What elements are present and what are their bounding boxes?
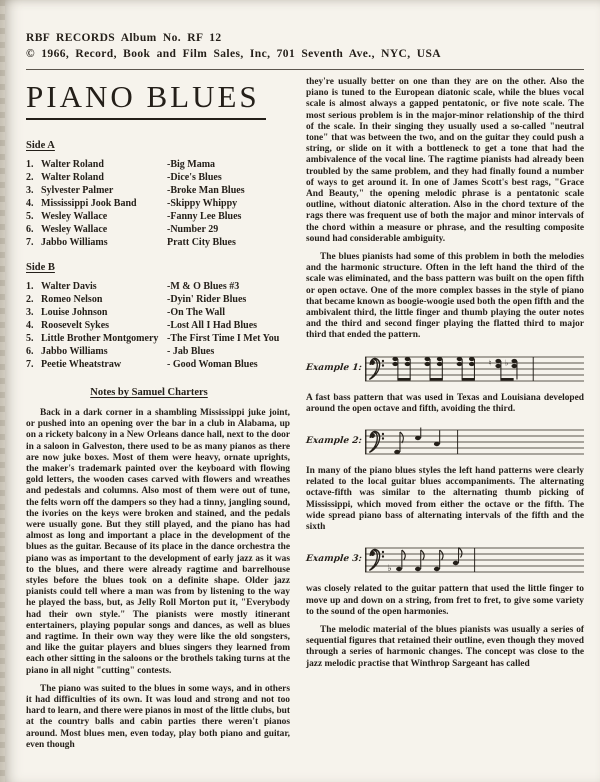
track-title: - Good Woman Blues xyxy=(167,359,258,370)
track-artist: Sylvester Palmer xyxy=(41,185,114,196)
track-title: -Lost All I Had Blues xyxy=(167,320,258,331)
track-row xyxy=(26,197,290,210)
copyright-line: © 1966, Record, Book and Film Sales, Inc, 701 Seventh Ave., NYC, USA xyxy=(26,48,441,60)
svg-text:♮: ♮ xyxy=(488,357,492,368)
liner-notes-paragraph: was closely related to the guitar pattern that used the little finger to move up and down on a string, from fret to fret, to give some variety to the sound of the open harmonies. xyxy=(306,584,584,617)
album-header xyxy=(26,30,584,62)
track-artist: Mississippi Jook Band xyxy=(41,198,137,209)
track-number: 6. xyxy=(26,224,34,235)
track-title: -M & O Blues #3 xyxy=(167,281,240,292)
left-column xyxy=(26,75,290,751)
content-columns xyxy=(26,75,584,751)
track-number: 2. xyxy=(26,172,34,183)
track-row xyxy=(26,171,290,184)
track-artist: Jabbo Williams xyxy=(41,237,108,248)
example-label: Example 1: xyxy=(305,362,363,373)
track-row xyxy=(26,358,290,371)
track-number: 7. xyxy=(26,359,34,370)
music-example-1 xyxy=(306,350,584,386)
track-row xyxy=(26,210,290,223)
track-row xyxy=(26,223,290,236)
track-artist: Walter Roland xyxy=(41,172,104,183)
track-artist: Wesley Wallace xyxy=(41,224,108,235)
note-group xyxy=(489,358,517,380)
liner-notes-paragraph: The melodic material of the blues pianists was usually a series of sequential figures that retained their outline, even though they moved through a series of harmonic changes. The concept was close to the jazz melodic practise that Winthrop Sargeant has called xyxy=(306,624,584,669)
liner-notes-paragraph: they're usually better on one than they are on the other. Also the piano is tuned to the European diatonic scale, while the blues vocal scale is almost always a gapped pentatonic, or five note scale. The most serious problem is in the major-minor relationship of the third of the scale. In their singing they usually used a so-called "neutral tone" that was between the two, and on the guitar they could push a string, or slide on it with a bottleneck to get a tone that had the ambivalence of the vocal line. The ragtime pianists had already been troubled by the same problem, and they had finally found a number of ways to get around it. In one of James Scott's best rags, "Grace And Beauty," the opening melodic phrase is a pentatonic scale outline, without diatonic alteration. Also in the chord texture of the rags there was frequent use of both the major and minor intervals of the chord within a measure or phrase, and the resulting composite sound had considerable ambiguity. xyxy=(306,77,584,244)
track-number: 1. xyxy=(26,281,34,292)
liner-notes-paragraph: A fast bass pattern that was used in Texas and Louisiana developed around the open octave and fifth, avoiding the third. xyxy=(306,392,584,414)
track-artist: Walter Roland xyxy=(41,159,104,170)
track-artist: Wesley Wallace xyxy=(41,211,108,222)
track-title: -The First Time I Met You xyxy=(167,333,280,344)
track-row xyxy=(26,345,290,358)
track-number: 5. xyxy=(26,211,34,222)
note-group xyxy=(394,428,440,455)
track-row xyxy=(26,184,290,197)
liner-notes-paragraph: Back in a dark corner in a shambling Mississippi juke joint, or pushed into an opening over the bar in a club in Alabama, up on a rickety balcony in a New Orleans dance hall, next to the door in a saloon in Galveston, there used to be as many pianos as there are now juke boxes. Most of them were heavy, ornate uprights, the maker's trademark painted over the keyboard with flowing gold letters, the wooden cases carved with flowers and wreathes and pedestals and columns. Also most of them were out of tune, the felts worn off the dampers so they had a tinny, jangling sound, the ivories on the keys were broken and stained, and the pedals were usually gone. But they still played, and the piano has had almost as long and important a place in the development of the blues as the guitar. Because of its place in the dance orchestra the piano was as important to the development of early jazz as it was to the blues, and there were already ragtime and barrelhouse styles before the blues took on a definite shape. Older jazz pianists could tell where a man was from by listening to the way he played the bass, but, as Jelly Roll Morton put it, "Everybody had their own style." The pianists were mostly itinerant entertainers, playing popular songs and dances, as well as blues and ragtime. In their own way they were like the old songsters, and like the guitar players and blues singers they learned from each other sitting in the saloons or the brothels taking turns at the piano in all night "cutting" contests. xyxy=(26,408,290,676)
track-title: Pratt City Blues xyxy=(167,237,236,248)
track-number: 4. xyxy=(26,320,34,331)
track-title: -Dice's Blues xyxy=(167,172,222,183)
track-number: 3. xyxy=(26,185,34,196)
side-b-track-list xyxy=(26,280,290,371)
album-number-line: RBF RECORDS Album No. RF 12 xyxy=(26,32,222,44)
track-artist: Peetie Wheatstraw xyxy=(41,359,122,370)
track-number: 4. xyxy=(26,198,34,209)
music-example-3 xyxy=(306,541,584,577)
track-number: 2. xyxy=(26,294,34,305)
header-divider xyxy=(26,69,584,70)
right-column xyxy=(306,75,584,670)
track-row xyxy=(26,236,290,249)
example-label: Example 2: xyxy=(305,436,363,447)
liner-notes-paragraph: The blues pianists had some of this problem in both the melodies and the harmonic structure. Often in the left hand the third of the scale was eliminated, and the bass pattern was built on the open fifth or open octave. One of the more complex basses in the style of piano that became known as boogie-woogie used both the open fifth and the ambivalent third, the little finger and thumb playing the outer notes and the third and second finger playing the flatted third to major third that ended the pattern. xyxy=(306,252,584,341)
track-title: -Fanny Lee Blues xyxy=(167,211,242,222)
track-number: 7. xyxy=(26,237,34,248)
track-title: -On The Wall xyxy=(167,307,225,318)
music-staff xyxy=(365,423,584,459)
track-title: -Dyin' Rider Blues xyxy=(167,294,247,305)
svg-text:♭: ♭ xyxy=(504,357,509,368)
track-row xyxy=(26,332,290,345)
example-label: Example 3: xyxy=(305,554,363,565)
note-group xyxy=(387,548,461,575)
track-title: -Big Mama xyxy=(167,159,216,170)
track-artist: Jabbo Williams xyxy=(41,346,108,357)
track-title: -Skippy Whippy xyxy=(167,198,238,209)
track-artist: Roosevelt Sykes xyxy=(41,320,110,331)
page-title: PIANO BLUES xyxy=(26,79,266,120)
track-title: -Broke Man Blues xyxy=(167,185,245,196)
track-number: 3. xyxy=(26,307,34,318)
side-a-heading: Side A xyxy=(26,140,55,151)
side-b-heading: Side B xyxy=(26,262,55,273)
track-row xyxy=(26,306,290,319)
music-staff xyxy=(365,350,584,386)
track-row xyxy=(26,280,290,293)
liner-notes-paragraph: The piano was suited to the blues in some ways, and in others it had difficulties of its own. It was loud and strong and not too hard to learn, and there were pianos in most of the little clubs, but at the country balls and cabin parties there weren't pianos around. Most blues men, even today, play both piano and guitar, even though xyxy=(26,683,290,750)
track-row xyxy=(26,293,290,306)
svg-text:♭: ♭ xyxy=(387,564,392,575)
track-artist: Walter Davis xyxy=(41,281,97,292)
track-title: - Jab Blues xyxy=(167,346,215,357)
liner-notes-paragraph: In many of the piano blues styles the left hand patterns were clearly related to the local guitar blues accompaniments. The alternating octave-fifth was similar to the alternating thumb picking of Mississippi, which moved from either the octave or the fifth. The wide spread piano bass of alternating intervals of the fifth and the sixth xyxy=(306,466,584,533)
track-artist: Little Brother Montgomery xyxy=(41,333,159,344)
track-artist: Romeo Nelson xyxy=(41,294,103,305)
side-a-track-list xyxy=(26,158,290,249)
music-example-2 xyxy=(306,423,584,459)
music-staff xyxy=(365,541,584,577)
track-title: -Number 29 xyxy=(167,224,219,235)
track-row xyxy=(26,158,290,171)
track-row xyxy=(26,319,290,332)
track-number: 6. xyxy=(26,346,34,357)
track-number: 1. xyxy=(26,159,34,170)
track-artist: Louise Johnson xyxy=(41,307,108,318)
notes-heading: Notes by Samuel Charters xyxy=(90,387,208,398)
track-number: 5. xyxy=(26,333,34,344)
